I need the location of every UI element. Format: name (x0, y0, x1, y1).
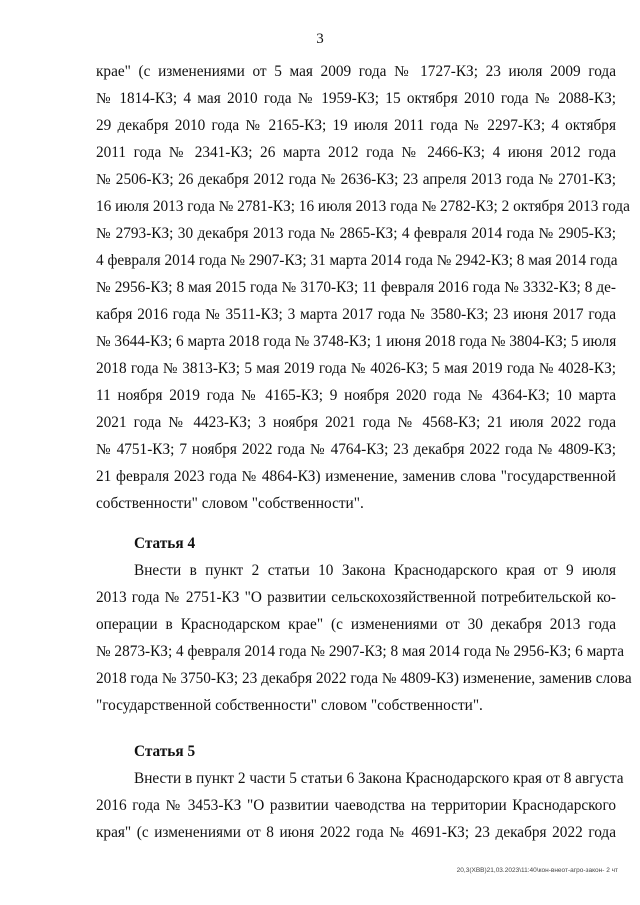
text-line: 2021 года № 4423-КЗ; 3 ноября 2021 года № 4568-КЗ; 21 июля 2022 года (96, 414, 616, 431)
text-line: 4 февраля 2014 года № 2907-КЗ; 31 марта 2014 года № 2942-КЗ; 8 мая 2014 года (96, 252, 618, 269)
text-line: № 1814-КЗ; 4 мая 2010 года № 1959-КЗ; 15 октября 2010 года № 2088-КЗ; (96, 90, 616, 107)
text-line: "государственной собственности" словом "собственности". (96, 697, 483, 714)
article-5-heading: Статья 5 (134, 743, 196, 760)
text-line: кабря 2016 года № 3511-КЗ; 3 марта 2017 года № 3580-КЗ; 23 июня 2017 года (96, 306, 616, 323)
text-line: № 2873-КЗ; 4 февраля 2014 года № 2907-КЗ; 8 мая 2014 года № 2956-КЗ; 6 марта (96, 643, 625, 660)
text-line: 2013 года № 2751-КЗ "О развитии сельскохозяйственной потребительской ко- (96, 589, 616, 606)
footer-document-code: 20,3(ХВВ)21,03.2023\11:40\кон-внеот-агро-закон- 2 чт (456, 867, 618, 874)
text-line: крае" (с изменениями от 5 мая 2009 года № 1727-КЗ; 23 июля 2009 года (96, 63, 616, 80)
text-line: № 3644-КЗ; 6 марта 2018 года № 3748-КЗ; 1 июня 2018 года № 3804-КЗ; 5 июля (96, 333, 617, 350)
text-line: 2016 года № 3453-КЗ "О развитии чаеводства на территории Краснодарского (96, 797, 616, 814)
text-line: Внести в пункт 2 части 5 статьи 6 Закона Краснодарского края от 8 августа (134, 770, 624, 787)
text-line: № 2793-КЗ; 30 декабря 2013 года № 2865-КЗ; 4 февраля 2014 года № 2905-КЗ; (96, 225, 616, 242)
text-line: 2011 года № 2341-КЗ; 26 марта 2012 года № 2466-КЗ; 4 июня 2012 года (96, 144, 616, 161)
page-number: 3 (316, 31, 324, 47)
text-line: 2018 года № 3813-КЗ; 5 мая 2019 года № 4026-КЗ; 5 мая 2019 года № 4028-КЗ; (96, 360, 616, 377)
article-4-heading: Статья 4 (134, 535, 196, 552)
text-line: 16 июля 2013 года № 2781-КЗ; 16 июля 2013 года № 2782-КЗ; 2 октября 2013 года (96, 198, 630, 215)
text-line: 29 декабря 2010 года № 2165-КЗ; 19 июля 2011 года № 2297-КЗ; 4 октября (96, 117, 616, 134)
text-line: № 4751-КЗ; 7 ноября 2022 года № 4764-КЗ; 23 декабря 2022 года № 4809-КЗ; (96, 441, 616, 458)
text-line: операции в Краснодарском крае" (с изменениями от 30 декабря 2013 года (96, 616, 616, 633)
text-line: № 2956-КЗ; 8 мая 2015 года № 3170-КЗ; 11 февраля 2016 года № 3332-КЗ; 8 де- (96, 279, 616, 296)
text-line: собственности" словом "собственности". (96, 495, 364, 512)
text-line: 21 февраля 2023 года № 4864-КЗ) изменение, заменив слова "государственной (96, 468, 616, 485)
text-line: № 2506-КЗ; 26 декабря 2012 года № 2636-КЗ; 23 апреля 2013 года № 2701-КЗ; (96, 171, 616, 188)
text-line: 11 ноября 2019 года № 4165-КЗ; 9 ноября 2020 года № 4364-КЗ; 10 марта (96, 387, 616, 404)
text-line: края" (с изменениями от 8 июня 2022 года № 4691-КЗ; 23 декабря 2022 года (96, 824, 616, 841)
text-line: 2018 года № 3750-КЗ; 23 декабря 2022 года № 4809-КЗ) изменение, заменив слова (96, 670, 632, 687)
text-line: Внести в пункт 2 статьи 10 Закона Краснодарского края от 9 июля (134, 562, 616, 579)
